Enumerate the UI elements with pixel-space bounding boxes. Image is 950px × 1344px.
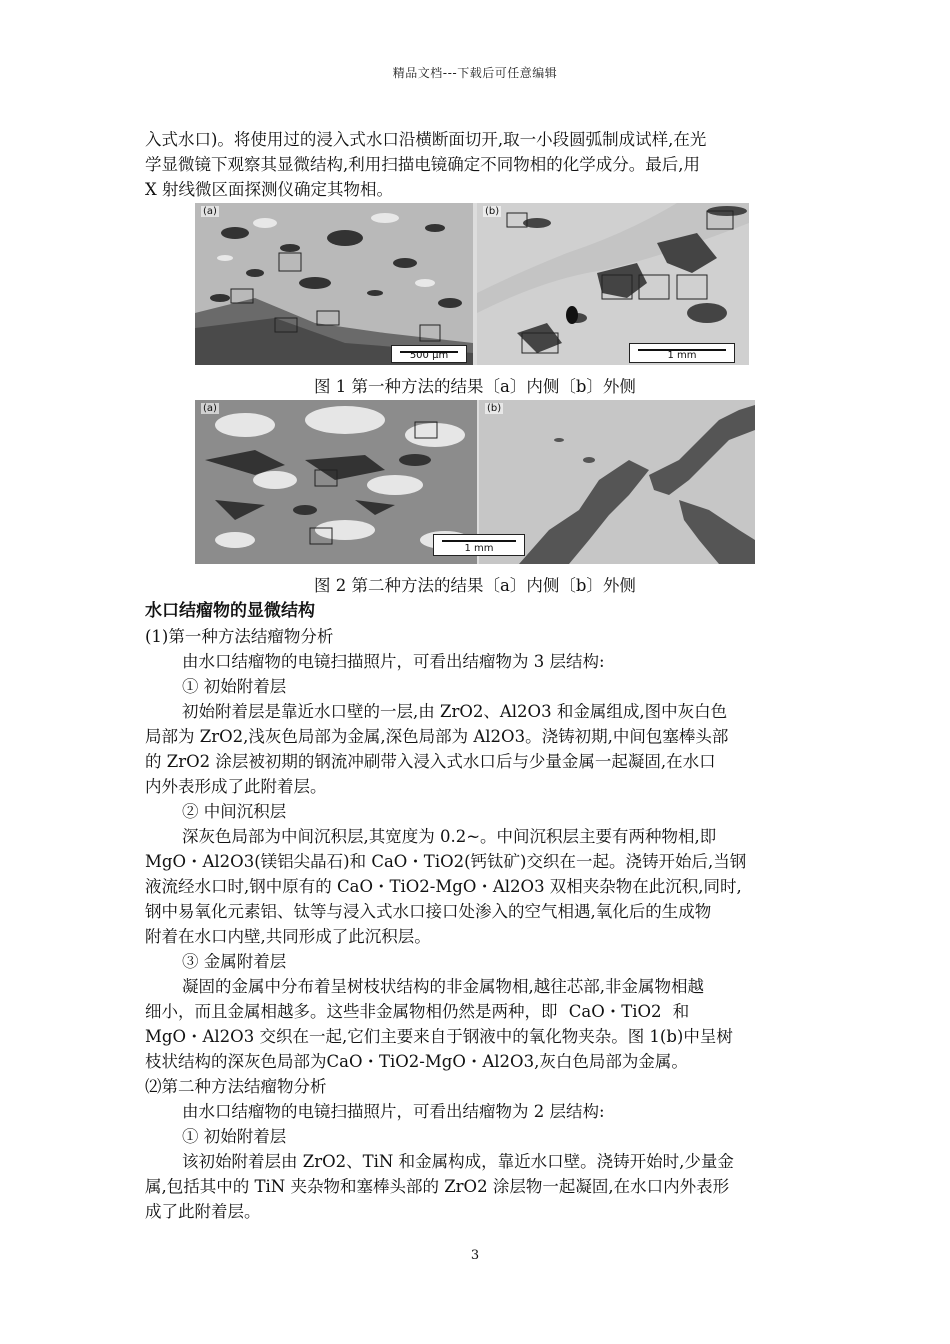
figure-1-label-b: (b) <box>485 206 500 217</box>
figure-1-panel-b <box>477 203 749 365</box>
layer-2-line-5: 附着在水口内壁,共同形成了此沉积层。 <box>145 927 431 946</box>
scale-bar-2-label: 1 mm <box>464 543 494 554</box>
figure-1-caption: 图 1 第一种方法的结果〔a〕内侧〔b〕外侧 <box>314 377 636 396</box>
intro-line-3: X 射线微区面探测仪确定其物相。 <box>145 180 393 199</box>
layer-3-line-4: 枝状结构的深灰色局部为CaO・TiO2-MgO・Al2O3,灰白色局部为金属。 <box>145 1052 688 1071</box>
subsection-1-intro: 由水口结瘤物的电镜扫描照片，可看出结瘤物为 3 层结构: <box>182 652 605 671</box>
layer-2-title: ② 中间沉积层 <box>182 802 287 821</box>
subsection-2-intro: 由水口结瘤物的电镜扫描照片，可看出结瘤物为 2 层结构: <box>182 1102 605 1121</box>
figure-2-label-b: (b) <box>487 403 502 414</box>
scale-bar-line <box>442 540 516 542</box>
scale-bar-2 <box>433 534 525 556</box>
scale-bar-1b-label: 1 mm <box>667 350 697 361</box>
layer-1-line-1: 初始附着层是靠近水口壁的一层,由 ZrO2、Al2O3 和金属组成,图中灰白色 <box>182 702 728 721</box>
layer-3-line-2: 细小，而且金属相越多。这些非金属物相仍然是两种，即 CaO・TiO2 和 <box>145 1002 690 1021</box>
intro-line-1: 入式水口)。将使用过的浸入式水口沿横断面切开,取一小段圆弧制成试样,在光 <box>145 130 707 149</box>
figure-2 <box>195 400 755 564</box>
micrograph-image-1a <box>195 203 473 365</box>
page-header: 精品文档---下载后可任意编辑 <box>392 66 558 80</box>
layer-2-line-2: MgO・Al2O3(镁铝尖晶石)和 CaO・TiO2(钙钛矿)交织在一起。浇铸开始后,当钢 <box>145 852 747 871</box>
layer-1-title: ① 初始附着层 <box>182 677 287 696</box>
layer-2-line-3: 液流经水口时,钢中原有的 CaO・TiO2-MgO・Al2O3 双相夹杂物在此沉积,同时, <box>145 877 742 896</box>
section-title: 水口结瘤物的显微结构 <box>145 601 315 621</box>
sub2-layer-1-line-1: 该初始附着层由 ZrO2、TiN 和金属构成，靠近水口壁。浇铸开始时,少量金 <box>182 1152 734 1171</box>
layer-1-line-3: 的 ZrO2 涂层被初期的钢流冲刷带入浸入式水口后与少量金属一起凝固,在水口 <box>145 752 716 771</box>
sub2-layer-1-line-3: 成了此附着层。 <box>145 1202 261 1221</box>
intro-line-2: 学显微镜下观察其显微结构,利用扫描电镜确定不同物相的化学成分。最后,用 <box>145 155 700 174</box>
layer-3-line-1: 凝固的金属中分布着呈树枝状结构的非金属物相,越往芯部,非金属物相越 <box>182 977 704 996</box>
scale-bar-1a-label: 500 μm <box>409 350 449 361</box>
layer-2-line-4: 钢中易氧化元素铝、钛等与浸入式水口接口处渗入的空气相遇,氧化后的生成物 <box>145 902 712 921</box>
layer-1-line-4: 内外表形成了此附着层。 <box>145 777 327 796</box>
subsection-2-title: ⑵第二种方法结瘤物分析 <box>145 1077 327 1096</box>
figure-1 <box>195 203 749 365</box>
page-number: 3 <box>470 1248 480 1263</box>
layer-1-line-2: 局部为 ZrO2,浅灰色局部为金属,深色局部为 Al2O3。浇铸初期,中间包塞棒头部 <box>145 727 729 746</box>
figure-1-label-a: (a) <box>203 206 217 217</box>
layer-3-line-3: MgO・Al2O3 交织在一起,它们主要来自于钢液中的氧化物夹杂。图 1(b)中呈树 <box>145 1027 733 1046</box>
figure-1-panel-a <box>195 203 473 365</box>
sub2-layer-1-line-2: 属,包括其中的 TiN 夹杂物和塞棒头部的 ZrO2 涂层物一起凝固,在水口内外表形 <box>145 1177 730 1196</box>
micrograph-image-1b <box>477 203 749 365</box>
figure-2-label-a: (a) <box>203 403 217 414</box>
sub2-layer-1-title: ① 初始附着层 <box>182 1127 287 1146</box>
layer-3-title: ③ 金属附着层 <box>182 952 287 971</box>
scale-bar-1a <box>391 345 467 363</box>
subsection-1-title: (1)第一种方法结瘤物分析 <box>145 627 334 646</box>
layer-2-line-1: 深灰色局部为中间沉积层,其宽度为 0.2~。中间沉积层主要有两种物相,即 <box>182 827 717 846</box>
figure-2-caption: 图 2 第二种方法的结果〔a〕内侧〔b〕外侧 <box>314 576 636 595</box>
scale-bar-1b <box>629 343 735 363</box>
